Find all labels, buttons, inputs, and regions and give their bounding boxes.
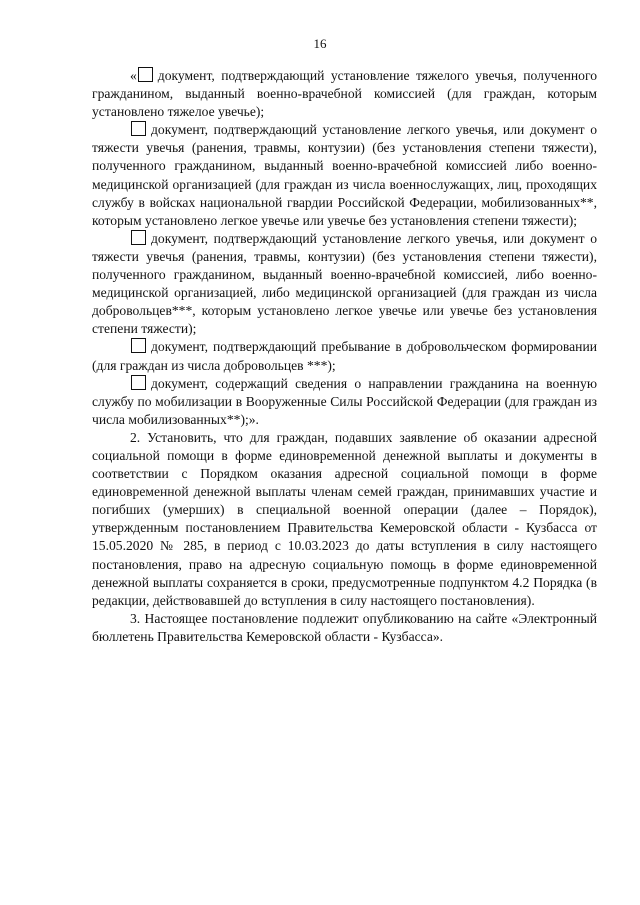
- list-item: [92, 230, 597, 339]
- paragraph-3: 3. Настоящее постановление подлежит опубликованию на сайте «Электронный бюллетень Правительства Кемеровской области - Кузбасса».: [92, 610, 597, 644]
- checkbox[interactable]: [131, 230, 146, 245]
- document-body: [92, 67, 597, 646]
- list-item: [92, 375, 597, 429]
- list-item: [92, 67, 597, 121]
- paragraph-2: 2. Установить, что для граждан, подавших заявление об оказании адресной социальной помощи в форме единовременной денежной выплаты и документы в соответствии с Порядком оказания адресной социальной помощи в форме единовременной денежной выплаты членам семей граждан, принимавших участие и погибших (умерших) в специальной военной операции (далее – Порядок), утвержденным постановлением Правительства Кемеровской области - Кузбасса от 15.05.2020 № 285, в период с 10.03.2023 до даты вступления в силу настоящего постановления, право на адресную социальную помощь в форме единовременной денежной выплаты сохраняется в сроки, предусмотренные подпунктом 4.2 Порядка (в редакции, действовавшей до вступления в силу настоящего постановления).: [92, 429, 597, 608]
- checkbox[interactable]: [131, 338, 146, 353]
- list-item-text: документ, подтверждающий установление легкого увечья, или документ о тяжести увечья (ранения, травмы, контузии) (без установления степени тяжести), полученного гражданином, выданный военно-врачебной комиссией, либо военно-медицинской организацией, либо медицинской организацией (для граждан из числа добровольцев***, которым установлено легкое увечье или увечье без установления степени тяжести);: [92, 230, 597, 337]
- page-number: 16: [313, 36, 327, 51]
- list-item: [92, 121, 597, 230]
- checkbox[interactable]: [138, 67, 153, 82]
- list-item-text: документ, подтверждающий установление легкого увечья, или документ о тяжести увечья (ранения, травмы, контузии) (без установления степени тяжести), полученного гражданином, выданный военно-врачебной комиссией либо военно-медицинской организацией (для граждан из числа военнослужащих, лиц, проходящих службу в войсках национальной гвардии Российской Федерации, мобилизованных**, которым установлено легкое увечье или увечье без установления степени тяжести);: [92, 122, 597, 228]
- checkbox[interactable]: [131, 121, 146, 136]
- checkbox[interactable]: [131, 375, 146, 390]
- list-item-text: документ, подтверждающий установление тяжелого увечья, полученного гражданином, выданный военно-врачебной комиссией (для граждан, которым установлено тяжелое увечье);: [92, 68, 597, 120]
- list-item: [92, 338, 597, 374]
- list-item-text: документ, содержащий сведения о направлении гражданина на военную службу по мобилизации в Вооруженные Силы Российской Федерации (для граждан из числа мобилизованных**);».: [92, 375, 597, 427]
- list-item-text: документ, подтверждающий пребывание в добровольческом формировании (для граждан из числа добровольцев ***);: [92, 339, 597, 373]
- quote-mark: «: [130, 68, 137, 83]
